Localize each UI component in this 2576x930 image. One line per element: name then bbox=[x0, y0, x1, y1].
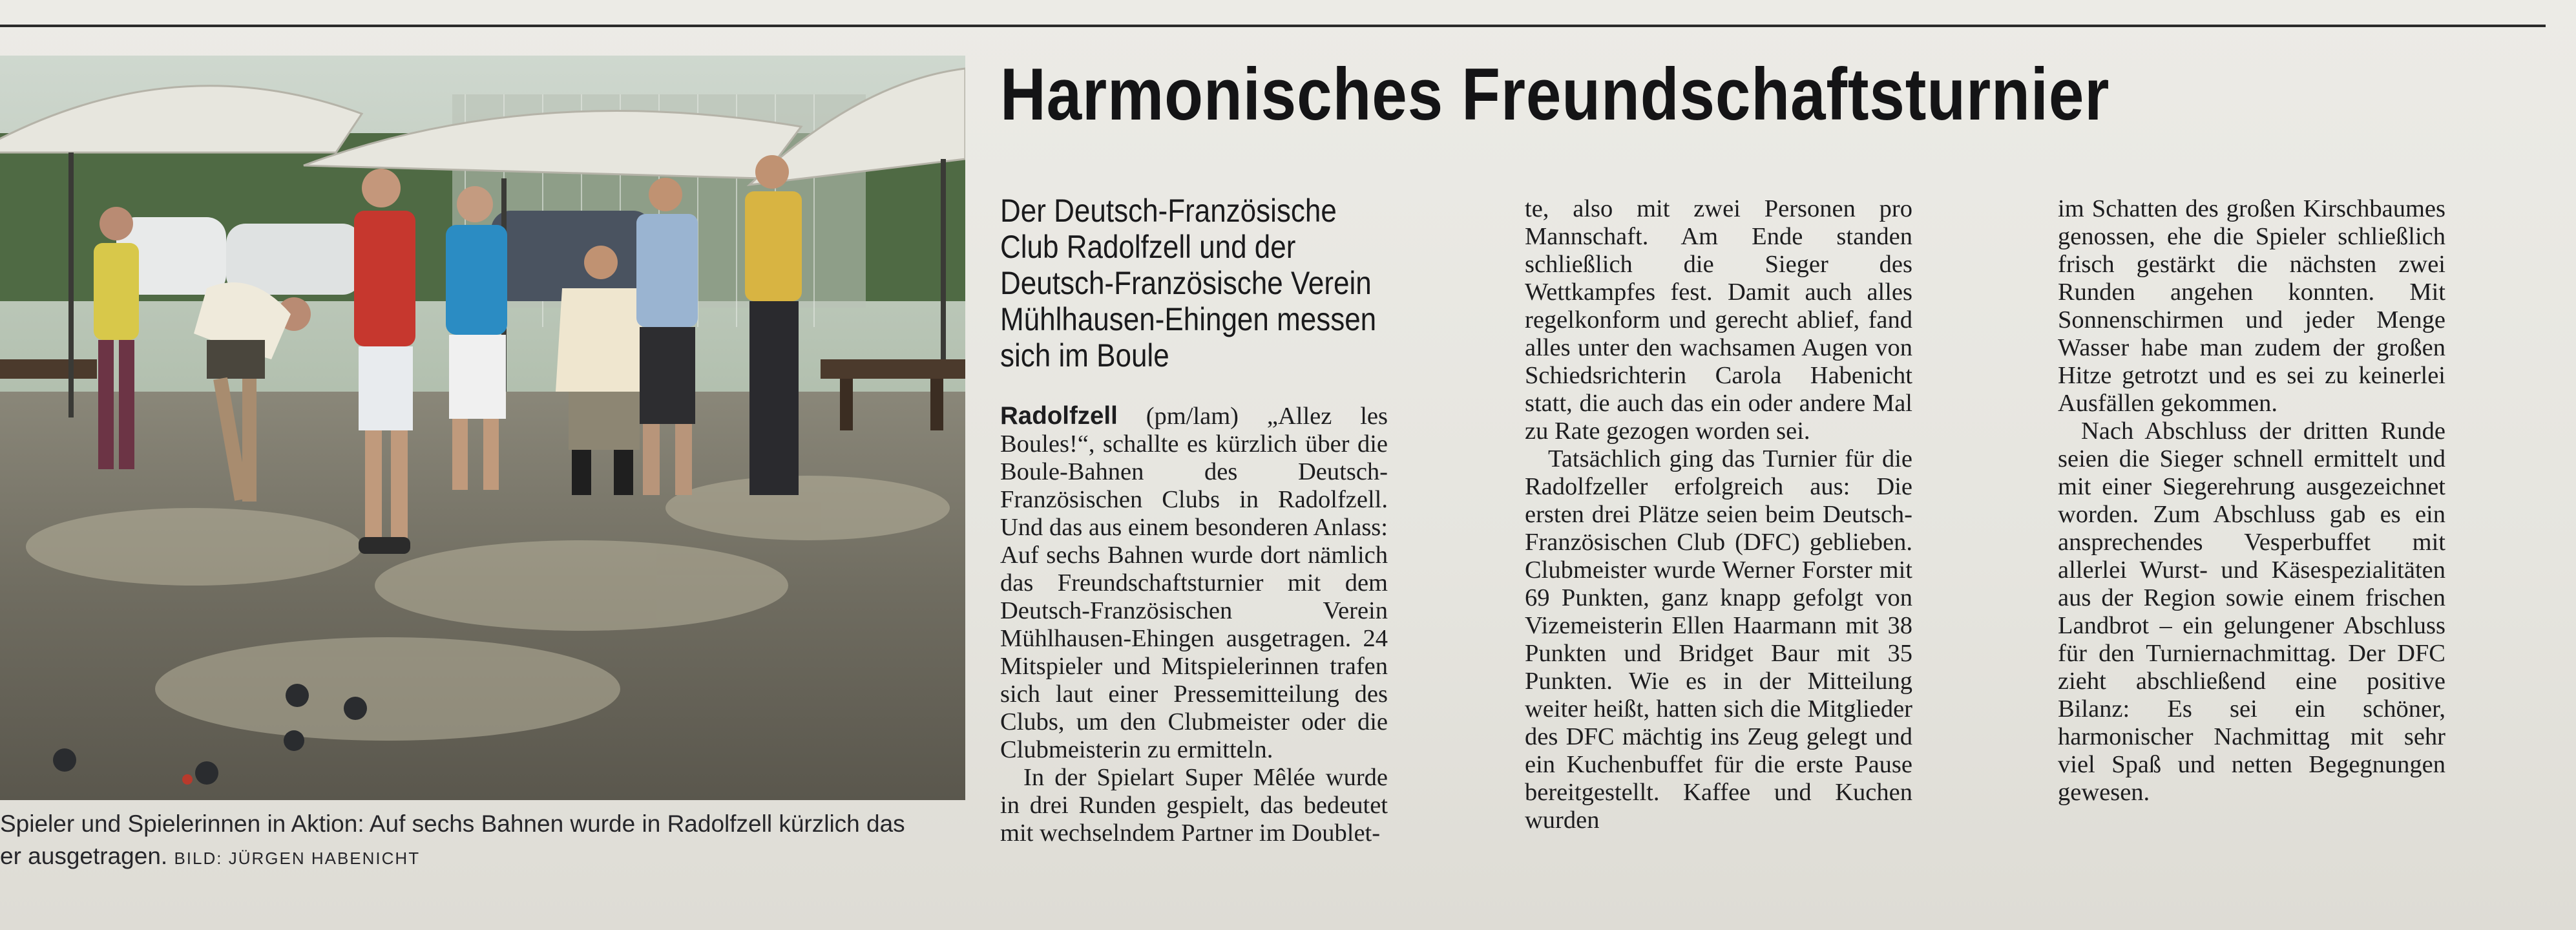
article-deck: Der Deutsch-Französische Club Radolfzell und der Deutsch-Französische Verein Mühlhausen-Ehingen messen sich im Boule bbox=[1000, 193, 1377, 374]
dateline: Radolfzell bbox=[1000, 402, 1118, 430]
boule-scene-illustration bbox=[0, 56, 965, 800]
paragraph-intro bbox=[1000, 402, 1388, 764]
photo-caption bbox=[0, 808, 969, 874]
paragraph-3: te, also mit zwei Personen pro Mannschaft. Am Ende standen schließlich die Sieger des Wettkampfes fest. Damit auch alles regelkonform und gerecht ablief, fand alles unter den wachsamen Augen von Schiedsrichterin Carola Habenicht statt, die auch das ein oder andere Mal zu Rate gezogen worden sei. bbox=[1525, 195, 1912, 445]
article-column-3 bbox=[2058, 195, 2445, 807]
paragraph-1-text: (pm/lam) „Allez les Boules!“, schallte es kürzlich über die Boule-Bahnen des Deutsch-Französischen Clubs in Radolfzell. Und das aus einem besonderen Anlass: Auf sechs Bahnen wurde dort nämlich das Freundschaftsturnier mit dem Deutsch-Französischen Verein Mühlhausen-Ehingen ausgetragen. 24 Mitspieler und Mitspielerinnen trafen sich laut einer Pressemitteilung des Clubs, um den Clubmeister oder die Clubmeisterin zu ermitteln. bbox=[1000, 403, 1388, 763]
paragraph-6: Nach Abschluss der dritten Runde seien die Sieger schnell ermittelt und mit einer Siegerehrung ausgezeichnet worden. Zum Abschluss gab es ein ansprechendes Vesperbuffet mit allerlei Wurst- und Käsespezialitäten aus der Region sowie einem frischen Landbrot – ein gelungener Abschluss für den Turniernachmittag. Der DFC zieht abschließend eine positive Bilanz: Es sei ein schöner, harmonischer Nachmittag mit sehr viel Spaß und netten Begegnungen gewesen. bbox=[2058, 417, 2445, 806]
article-column-2 bbox=[1525, 195, 1912, 834]
article-column-1 bbox=[1000, 193, 1388, 847]
caption-line-2: er ausgetragen. bbox=[0, 843, 168, 869]
caption-line-1: Spieler und Spielerinnen in Aktion: Auf sechs Bahnen wurde in Radolfzell kürzlich das bbox=[0, 810, 905, 837]
article-headline: Harmonisches Freundschaftsturnier bbox=[1000, 54, 2110, 136]
top-rule bbox=[0, 25, 2546, 27]
paragraph-2: In der Spielart Super Mêlée wurde in drei Runden gespielt, das bedeutet mit wechselndem Partner im Doublet- bbox=[1000, 764, 1388, 847]
article-photo bbox=[0, 56, 965, 800]
photo-credit: BILD: JÜRGEN HABENICHT bbox=[174, 849, 421, 868]
paragraph-5: im Schatten des großen Kirschbaumes genossen, ehe die Spieler schließlich frisch gestärkt die nächsten zwei Runden angehen konnten. Mit Sonnenschirmen und jeder Menge Wasser habe man zudem der großen Hitze getrotzt und es sei zu keinerlei Ausfällen gekommen. bbox=[2058, 195, 2445, 417]
paragraph-4: Tatsächlich ging das Turnier für die Radolfzeller erfolgreich aus: Die ersten drei Plätze seien beim Deutsch-Französischen Club (DFC) geblieben. Clubmeister wurde Werner Forster mit 69 Punkten, ganz knapp gefolgt von Vizemeisterin Ellen Haarmann mit 38 Punkten und Bridget Baur mit 35 Punkten. Wie es in der Mitteilung weiter heißt, hatten sich die Mitglieder des DFC mächtig ins Zeug gelegt und ein Kuchenbuffet für die erste Pause bereitgestellt. Kaffee und Kuchen wurden bbox=[1525, 445, 1912, 834]
